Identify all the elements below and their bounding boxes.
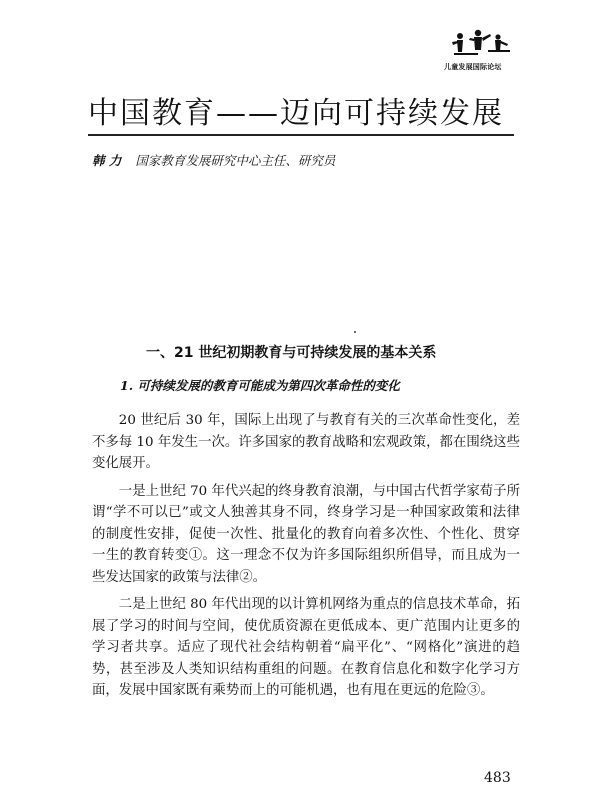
article-body (92, 410, 520, 708)
page-number: 483 (484, 770, 511, 786)
logo-caption: 儿童发展国际论坛 (444, 62, 502, 71)
print-speck (354, 331, 356, 333)
figures-icon (448, 28, 518, 62)
author-line (92, 151, 335, 169)
section-heading: 一、21 世纪初期教育与可持续发展的基本关系 (146, 345, 437, 361)
sub-heading: 1. 可持续发展的教育可能成为第四次革命性的变化 (120, 378, 400, 393)
paragraph: 一是上世纪 70 年代兴起的终身教育浪潮，与中国古代哲学家荀子所谓“学不可以已”或文人独善其身不同，终身学习是一种国家政策和法律的制度性安排，促使一次性、批量化的教育向着多次性、个性化、贯穿一生的教育转变①。这一理念不仅为许多国际组织所倡导，而且成为一些发达国家的政策与法律②。 (92, 483, 520, 585)
paragraph: 二是上世纪 80 年代出现的以计算机网络为重点的信息技术革命，拓展了学习的时间与空间，使优质资源在更低成本、更广范围内让更多的学习者共享。适应了现代社会结构朝着“扁平化”、“网格化”演进的趋势，甚至涉及人类知识结构重组的问题。在教育信息化和数字化学习方面，发展中国家既有乘势而上的可能机遇，也有甩在更远的危险③。 (92, 597, 520, 698)
paragraph: 20 世纪后 30 年，国际上出现了与教育有关的三次革命性变化，差不多每 10 年发生一次。许多国家的教育战略和宏观政策，都在围绕这些变化展开。 (92, 413, 520, 471)
page-title: 中国教育——迈向可持续发展 (88, 96, 504, 131)
author-affiliation: 国家教育发展研究中心主任、研究员 (135, 153, 336, 168)
title-divider (88, 134, 514, 136)
author-name: 韩 力 (92, 153, 122, 168)
